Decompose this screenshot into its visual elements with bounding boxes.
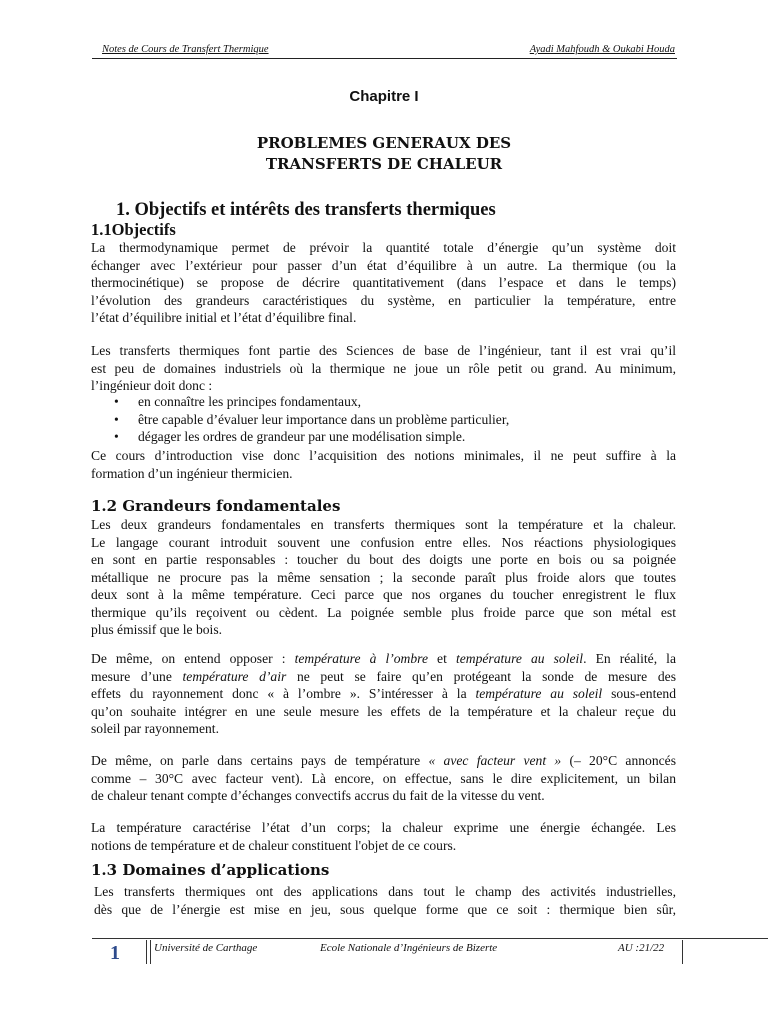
footer-school: Ecole Nationale d’Ingénieurs de Bizerte [320,942,498,954]
text-line: métallique ne procure pas la même sensation ; la seconde paraît plus froide alors que toutes [91,569,676,585]
text-line: Ce cours d’introduction vise donc l’acquisition des notions minimales, il ne peut suffire à la [91,448,676,463]
bullet-icon: • [114,429,119,444]
text-line: La thermodynamique permet de prévoir la quantité totale d’énergie qu’un système doit [91,240,676,255]
text-line: qu’on souhaite intégrer en une seule mesure les effets de la température et la chaleur reçue du [91,703,676,719]
bullet-list [114,393,509,446]
text-line: thermocinétique) se propose de décrire quantitativement (dans l’espace et dans le temps) [91,275,676,290]
text-line [91,650,676,668]
list-item-text: dégager les ordres de grandeur par une modélisation simple. [138,429,466,444]
footer-university: Université de Carthage [154,942,258,954]
text-line: de chaleur tenant compte d’échanges convectifs accrus du fait de la vitesse du vent. [91,788,545,803]
header-authors: Ayadi Mahfoudh & Oukabi Houda [529,44,675,55]
italic-term: température à l’ombre [294,651,428,666]
paragraph-applications [94,883,676,918]
page-number: 1 [110,942,120,964]
text-line: est peu de domaines industriels où la thermique ne joue un rôle petit ou grand. Au minimum, [91,360,676,376]
text-line: Les deux grandeurs fondamentales en transferts thermiques sont la température et la chaleur. [91,517,676,532]
text-line [91,668,676,686]
list-item [114,393,509,411]
text-line: deux sont à la même température. Ceci parce que nos organes du toucher enregistrent le flux [91,587,676,602]
text-line: l’évolution des grandeurs caractéristiques du système, en particulier la température, entre [91,292,676,308]
text-line: en sont en partie responsables : toucher du bout des doigts une porte en bois ou sa poignée [91,552,676,567]
italic-term: « avec facteur vent » [428,753,562,768]
subsection-1-2-heading: 1.2 Grandeurs fondamentales [91,497,341,515]
main-title-line-1: PROBLEMES GENERAUX DES [256,134,512,152]
text-run: De même, on parle dans certains pays de température [91,753,429,768]
subsection-1-1-heading: 1.1Objectifs [91,220,176,239]
footer-separator [682,940,683,964]
text-line: comme – 30°C avec facteur vent). Là encore, on effectue, sans le dire explicitement, un bilan [91,770,676,786]
italic-term: température d’air [182,668,287,684]
italic-term: température au soleil [475,686,603,701]
text-line: Les transferts thermiques ont des applications dans tout le champ des activités industrielles, [94,884,676,899]
text-run: et [427,651,456,666]
paragraph-temperature-chaleur [91,819,676,854]
header-course-title: Notes de Cours de Transfert Thermique [102,44,269,55]
text-line: notions de température et de chaleur constituent l'objet de ce cours. [91,837,457,853]
text-line: La température caractérise l’état d’un corps; la chaleur exprime une énergie échangée. Les [91,820,676,835]
text-line: formation d’un ingénieur thermicien. [91,465,293,481]
text-line: l’ingénieur doit donc : [91,378,213,393]
paragraph-cours [91,447,676,482]
list-item-text: en connaître les principes fondamentaux, [138,394,362,409]
paragraph-thermodynamique [91,239,676,327]
text-line: Le langage courant introduit souvent une confusion entre elles. Nos réactions physiologiques [91,534,676,550]
text-line: soleil par rayonnement. [91,721,219,736]
italic-term: température au soleil [455,651,584,666]
text-run: mesure d’une [91,668,183,684]
subsection-1-3-heading: 1.3 Domaines d’applications [91,861,330,879]
text-line: échanger avec l’extérieur pour passer d’un état d’équilibre à un autre. La thermique (ou la [91,257,676,273]
paragraph-grandeurs [91,516,676,639]
text-run: De même, on entend opposer : [91,651,295,666]
bullet-icon: • [114,411,119,427]
page-header [92,42,677,59]
footer-academic-year: AU :21/22 [618,942,665,954]
text-line [91,685,676,703]
footer-separator [150,940,151,964]
footer-divider [92,938,768,939]
main-title-line-2: TRANSFERTS DE CHALEUR [265,155,503,173]
page-footer [92,940,768,964]
paragraph-facteur-vent [91,752,676,805]
chapter-label: Chapitre I [349,88,419,105]
list-item-text: être capable d’évaluer leur importance dans un problème particulier, [138,411,510,427]
text-run: . En réalité, la [583,651,676,666]
footer-separator [146,940,147,964]
text-run: ne peut se faire qu’en protégeant la sonde de mesure des [286,668,676,684]
text-line: plus émissif que le bois. [91,622,223,637]
list-item [114,428,509,446]
text-line: Les transferts thermiques font partie des Sciences de base de l’ingénieur, tant il est vrai qu’il [91,343,676,358]
text-run: (– 20°C annoncés [561,753,677,768]
text-line: dès que de l’énergie est mise en jeu, sous quelque forme que ce soit : thermique bien sûr, [94,901,676,917]
paragraph-ombre-soleil [91,650,676,738]
paragraph-transferts [91,342,676,395]
text-line: l’état d’équilibre initial et l’état d’équilibre final. [91,310,357,325]
list-item [114,411,509,429]
text-run: effets du rayonnement donc « à l’ombre ». S’intéresser à la [91,686,476,701]
bullet-icon: • [114,394,119,409]
text-line: thermique qu’ils reçoivent ou cèdent. La poignée semble plus froide parce que son métal est [91,604,676,620]
main-title [0,133,768,175]
text-run: sous-entend [602,686,677,701]
section-1-heading: 1. Objectifs et intérêts des transferts thermiques [116,200,496,220]
text-line [91,752,676,770]
